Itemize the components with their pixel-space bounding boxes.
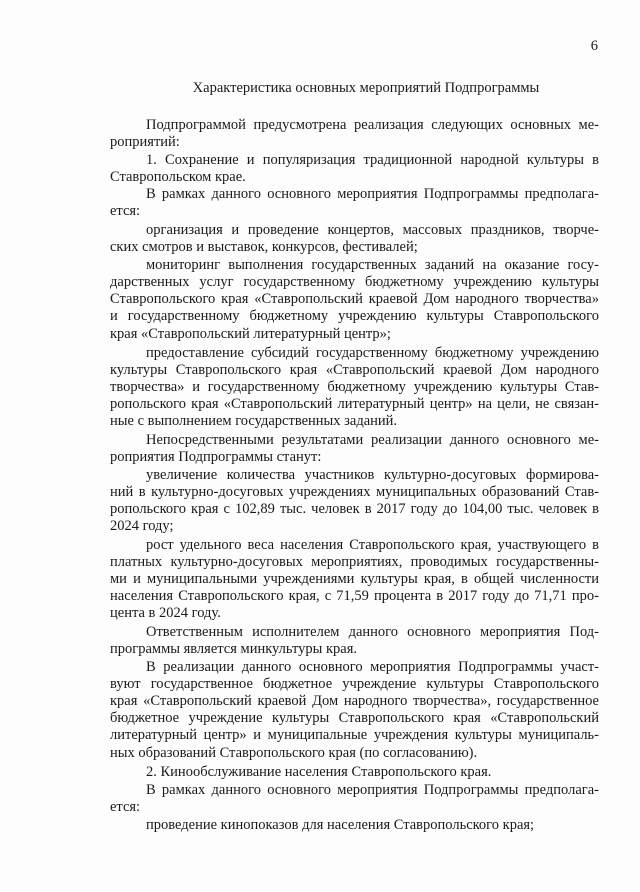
text-line: населения Ставропольского края, с 71,59 процента в 2017 году до 71,71 про-: [110, 588, 599, 604]
text-line: увеличение количества участников культурно-досуговых формирова-: [146, 467, 599, 483]
text-line: культуры Ставропольского края «Ставропольский краевой Дом народного: [110, 362, 599, 378]
text-line: края «Ставропольский краевой Дом народного творчества», государственное: [110, 693, 599, 709]
text-line: В рамках данного основного мероприятия Подпрограммы предполага-: [146, 186, 599, 202]
page-number: 6: [590, 38, 598, 54]
text-line: рост удельного веса населения Ставропольского края, участвующего в: [146, 537, 599, 553]
text-line: 2. Кинообслуживание населения Ставропольского края.: [146, 764, 492, 780]
text-line: В реализации данного основного мероприятия Подпрограммы участ-: [146, 659, 599, 675]
text-line: организация и проведение концертов, массовых праздников, творче-: [146, 222, 599, 238]
text-line: платных культурно-досуговых мероприятиях, проводимых государственны-: [110, 554, 599, 570]
text-line: ских смотров и выставок, конкурсов, фестивалей;: [110, 239, 418, 255]
text-line: ропольского края «Ставропольский литературный центр» на цели, не связан-: [110, 396, 599, 412]
text-line: роприятий:: [110, 134, 180, 150]
section-title: Характеристика основных мероприятий Подпрограммы: [192, 80, 540, 96]
text-line: ний в культурно-досуговых учреждениях муниципальных образований Став-: [110, 484, 599, 500]
text-line: края «Ставропольский литературный центр»;: [110, 326, 391, 342]
text-line: ропольского края с 102,89 тыс. человек в 2017 году до 104,00 тыс. человек в: [110, 501, 599, 517]
text-line: программы является минкультуры края.: [110, 641, 358, 657]
text-line: Ставропольском крае.: [110, 169, 246, 185]
text-line: ных образований Ставропольского края (по согласованию).: [110, 745, 478, 761]
text-line: бюджетное учреждение культуры Ставропольского края «Ставропольский: [110, 710, 599, 726]
text-line: ные с выполнением государственных заданий.: [110, 413, 398, 429]
text-line: Непосредственными результатами реализации данного основного ме-: [146, 432, 599, 448]
text-line: проведение кинопоказов для населения Ставропольского края;: [146, 817, 535, 833]
text-line: 2024 году;: [110, 518, 174, 534]
text-line: ется:: [110, 203, 141, 219]
text-line: ется:: [110, 799, 141, 815]
text-line: вуют государственное бюджетное учреждение культуры Ставропольского: [110, 676, 599, 692]
text-line: предоставление субсидий государственному бюджетному учреждению: [146, 345, 599, 361]
text-line: творчества» и государственному бюджетному учреждению культуры Став-: [110, 379, 599, 395]
text-line: мониторинг выполнения государственных заданий на оказание госу-: [146, 257, 599, 273]
text-line: В рамках данного основного мероприятия Подпрограммы предполага-: [146, 782, 599, 798]
text-line: Ответственным исполнителем данного основного мероприятия Под-: [146, 624, 599, 640]
text-line: роприятия Подпрограммы станут:: [110, 449, 322, 465]
text-line: Подпрограммой предусмотрена реализация следующих основных ме-: [146, 117, 599, 133]
text-line: ми и муниципальными учреждениями культуры края, в общей численности: [110, 571, 599, 587]
text-line: литературный центр» и муниципальные учреждения культуры муниципаль-: [110, 727, 599, 743]
text-line: 1. Сохранение и популяризация традиционной народной культуры в: [146, 152, 599, 168]
text-line: Ставропольского края «Ставропольский краевой Дом народного творчества»: [110, 291, 599, 307]
text-line: дарственных услуг государственному бюджетному учреждению культуры: [110, 274, 599, 290]
text-line: цента в 2024 году.: [110, 605, 221, 621]
text-line: и государственному бюджетному учреждению культуры Ставропольского: [110, 308, 599, 324]
